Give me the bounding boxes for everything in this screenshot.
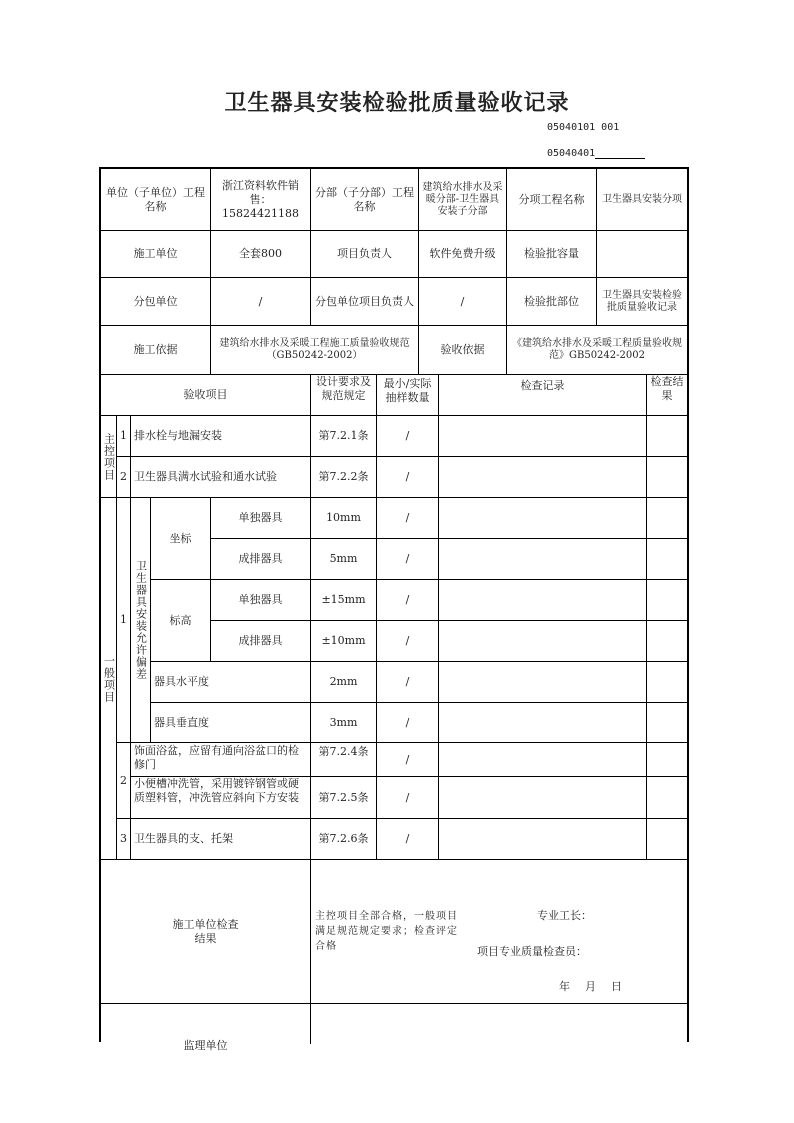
coord-single-label: 单独器具 [211,498,311,539]
subdivision-label: 分部（子分部）工程名称 [311,169,419,231]
elev-single-record [439,580,647,621]
basis-label: 施工依据 [101,326,211,375]
coord-row-spec: 5mm [311,539,377,580]
constructor-label: 施工单位 [101,231,211,278]
bathtub-record [439,743,647,777]
elevation-label: 标高 [151,580,211,662]
item-name-label: 分项工程名称 [507,169,597,231]
elev-row-sample: / [377,621,439,662]
general-row-1-no: 1 [117,498,131,743]
accept-basis-label: 验收依据 [419,326,507,375]
sub-manager-label: 分包单位项目负责人 [311,278,419,326]
general-row-2-no: 2 [117,743,131,819]
elev-single-sample: / [377,580,439,621]
basis-value: 建筑给水排水及采暖工程施工质量验收规范（GB50242-2002） [211,326,419,375]
supervision-label-cell [101,1004,311,1052]
main-row-1-name: 排水栓与地漏安装 [131,416,311,457]
support-item: 卫生器具的支、托架 [131,819,311,860]
elev-single-result [647,580,687,621]
unit-name-value: 浙江资料软件销售：15824421188 [211,169,311,231]
coord-single-sample: / [377,498,439,539]
supervision-label: 监理单位 [183,1039,228,1052]
col-record-header: 检查记录 [439,375,647,416]
construction-check-label: 施工单位检查结果 [101,860,311,1004]
coordinate-label: 坐标 [151,498,211,580]
urinal-result [647,777,687,819]
subcontractor-label: 分包单位 [101,278,211,326]
elev-row-spec: ±10mm [311,621,377,662]
main-row-1-record [439,416,647,457]
urinal-item: 小便槽冲洗管，采用镀锌钢管或硬质塑料管，冲洗管应斜向下方安装 [131,777,311,819]
capacity-value [597,231,687,278]
vertical-spec: 3mm [311,703,377,743]
level-spec: 2mm [311,662,377,703]
form-code-2-blank [595,146,645,159]
vertical-result [647,703,687,743]
part-value: 卫生器具安装检验批质量验收记录 [597,278,687,326]
main-row-2-sample: / [377,457,439,498]
acceptance-table [99,167,689,1052]
main-row-2-record [439,457,647,498]
general-row-3-no: 3 [117,819,131,860]
coord-single-record [439,498,647,539]
col-result-header: 检查结果 [647,375,687,416]
support-sample: / [377,819,439,860]
main-row-2-name: 卫生器具满水试验和通水试验 [131,457,311,498]
deviation-group-label: 卫生器具安装允许偏差 [131,498,151,743]
vertical-record [439,703,647,743]
elev-row-label: 成排器具 [211,621,311,662]
unit-name-label: 单位（子单位）工程名称 [101,169,211,231]
inspector-label: 项目专业质量检查员： [477,945,587,958]
capacity-label: 检验批容量 [507,231,597,278]
main-row-1-spec: 第7.2.1条 [311,416,377,457]
date-label: 年 月 日 [559,980,624,993]
form-code-2 [547,146,645,159]
elev-single-spec: ±15mm [311,580,377,621]
level-label: 器具水平度 [151,662,311,703]
part-label: 检验批部位 [507,278,597,326]
support-result [647,819,687,860]
bathtub-item: 饰面浴盆，应留有通向浴盆口的检修门 [131,743,311,777]
sub-manager-value: / [419,278,507,326]
col-sample-header: 最小/实际抽样数量 [377,375,439,416]
urinal-sample: / [377,777,439,819]
level-sample: / [377,662,439,703]
urinal-record [439,777,647,819]
coord-row-sample: / [377,539,439,580]
level-result [647,662,687,703]
general-items-label: 一般项目 [101,498,117,860]
constructor-value: 全套800 [211,231,311,278]
support-record [439,819,647,860]
main-row-2-spec: 第7.2.2条 [311,457,377,498]
support-spec: 第7.2.6条 [311,819,377,860]
level-record [439,662,647,703]
vertical-sample: / [377,703,439,743]
manager-value: 软件免费升级 [419,231,507,278]
main-row-1-sample: / [377,416,439,457]
bathtub-sample: / [377,743,439,777]
coord-row-label: 成排器具 [211,539,311,580]
main-row-2-no: 2 [117,457,131,498]
supervision-cell [311,1004,687,1044]
form-code-1: 05040101 001 [547,122,620,133]
page-title: 卫生器具安装检验批质量验收记录 [224,91,570,116]
main-row-1-no: 1 [117,416,131,457]
elev-row-record [439,621,647,662]
foreman-label: 专业工长： [537,909,592,922]
main-row-1-result [647,416,687,457]
coord-row-result [647,539,687,580]
elev-row-result [647,621,687,662]
elev-single-label: 单独器具 [211,580,311,621]
form-code-2-value: 05040401 [547,148,596,159]
main-row-2-result [647,457,687,498]
subcontractor-value: / [211,278,311,326]
subdivision-value: 建筑给水排水及采暖分部-卫生器具安装子分部 [419,169,507,231]
col-design-header: 设计要求及规范规定 [311,375,377,416]
coord-row-record [439,539,647,580]
item-name-value: 卫生器具安装分项 [597,169,687,231]
col-item-header: 验收项目 [101,375,311,416]
coord-single-spec: 10mm [311,498,377,539]
main-items-label: 主控项目 [101,416,117,498]
manager-label: 项目负责人 [311,231,419,278]
construction-check-text: 主控项目全部合格，一般项目满足规范规定要求；检查评定合格 [315,911,458,952]
urinal-spec: 第7.2.5条 [311,777,377,819]
coord-single-result [647,498,687,539]
vertical-label: 器具垂直度 [151,703,311,743]
bathtub-result [647,743,687,777]
accept-basis-value: 《建筑给水排水及采暖工程质量验收规范》GB50242-2002 [507,326,687,375]
bathtub-spec: 第7.2.4条 [311,743,377,777]
